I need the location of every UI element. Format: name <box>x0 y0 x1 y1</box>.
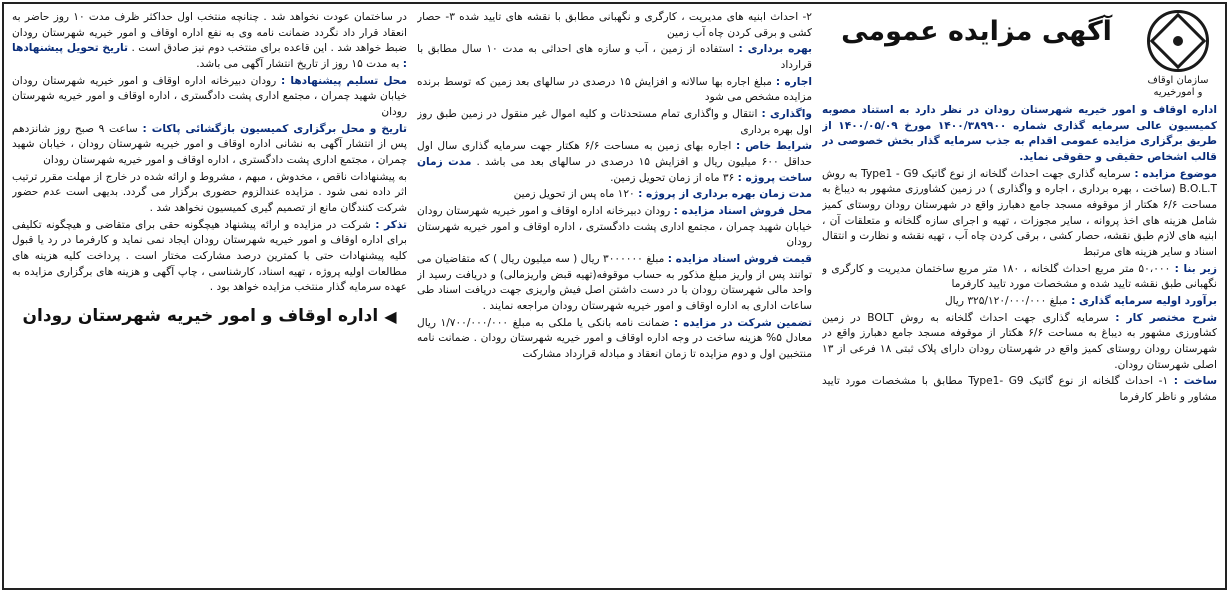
column-middle <box>417 10 812 582</box>
opening: تاریخ و محل برگزاری کمیسیون بازگشائی پاکات : ساعت ۹ صبح روز شانزدهم پس از انتشار آگهی به نشانی اداره اوقاف و امور خیریه شهرستان رودان ، خیابان شهید چمران ، مجتمع اداری پشت دادگستری ، اداره اوقاف و امور خیریه شهرستان رودان <box>12 122 407 167</box>
special-terms: شرایط خاص : اجاره بهای زمین به مساحت ۶/۶ هکتار جهت سرمایه گذاری سال اول حداقل ۶۰۰ میلیون ریال و افزایش ۱۵ درصدی در سالهای بعد می باشد . مدت زمان ساخت پروژه : ۳۶ ماه از زمان تحویل زمین. <box>417 140 812 184</box>
note: تذکر : شرکت در مزایده و ارائه پیشنهاد هیچگونه حقی برای متقاضی و هیچگونه تکلیفی برای اداره اوقاف و امور خیریه شهرستان رودان ایجاد نمی نماید و کارفرما در رد یا قبول کلیه پیشنهادات حتی با کمترین درصد مشارکت مختار است . پرداخت کلیه هزینه های مطالعات اولیه پروژه ، تهیه اسناد، کارشناسی ، چاپ آگهی و هزینه های برگزاری مزایده به عهده سرمایه گذار منتخب مزایده خواهد بود . <box>12 218 407 294</box>
org-name <box>1148 75 1209 99</box>
guarantee-cont: در ساختمان عودت نخواهد شد . چنانچه منتخب اول حداکثر ظرف مدت ۱۰ روز حاضر به انعقاد قرار داد نگردد ضمانت نامه وی به نفع اداره اوقاف و امور خیریه شهرستان رودان ضبط خواهد شد . این قاعده برای منتخب دوم نیز صادق است . تاریخ تحویل پیشنهادها : به مدت ۱۵ روز از تاریخ انتشار آگهی می باشد. <box>12 11 407 71</box>
doc-sale: محل فروش اسناد مزایده : رودان دبیرخانه اداره اوقاف و امور خیریه شهرستان رودان خیابان شهید چمران ، مجتمع اداری پشت دادگستری ، اداره اوقاف و امور خیریه شهرستان رودان <box>417 205 812 249</box>
logo-emblem-icon <box>1147 10 1209 72</box>
subject: موضوع مزایده : سرمایه گذاری جهت احداث گلخانه از نوع گاتیک Type1 - G9 به روش B.O.L.T (ساخت ، بهره برداری ، اجاره و واگذاری ) در زمین کشاورزی مشهور به دیباغ به مساحت ۶/۶ هکتار از موقوفه مسجد جامع دهبارز واقع در شهرستان رودان روستای کمیز شامل هزینه های اخذ پروانه ، سایر مجوزات ، تهیه و اجرای سازه گلخانه و متعلقات آن ، ابنیه های لازم طبق نقشه، حصار کشی ، برقی کردن چاه آب ، تهیه نقشه و نظارت و انتقال اسناد و سایر هزینه های مرتبط <box>822 167 1217 259</box>
rent: اجاره : مبلغ اجاره بها سالانه و افزایش ۱۵ درصدی در سالهای بعد زمین که توسط برنده مزایده مشخص می شود <box>417 75 812 104</box>
operation: بهره برداری : استفاده از زمین ، آب و سازه های احداثی به مدت ۱۰ سال مطابق با قرارداد <box>417 43 812 72</box>
signature <box>12 304 407 329</box>
arrow-left-icon: ◀ <box>384 306 397 326</box>
estimate: برآورد اولیه سرمایه گذاری : مبلغ ۳۲۵/۱۲۰/۰۰۰/۰۰۰ ریال <box>944 295 1217 308</box>
column-right <box>822 10 1217 582</box>
org-name-line2: و امورخیریه <box>1153 87 1203 98</box>
transfer: واگذاری : انتقال و واگذاری تمام مستحدثات و کلیه اموال غیر منقول در زمین طبق روز اول بهره برداری <box>417 108 812 136</box>
operation-time: مدت زمان بهره برداری از پروژه : ۱۲۰ ماه پس از تحویل زمین <box>513 188 812 201</box>
build: ساخت : ۱- احداث گلخانه از نوع گاتیک Type1- G9 مطابق با مشخصات مورد تایید مشاور و ناظر کارفرما <box>822 375 1217 404</box>
summary: شرح مختصر کار : سرمایه گذاری جهت احداث گلخانه به روش BOLT در زمین کشاورزی مشهور به دیباغ به مساحت ۶/۶ هکتار از موقوفه مسجد جامع دهبارز واقع در شهرستان رودان روستای کمیز واقع در شهرستان رودان دارای پلاک ثبتی ۱۸ فرعی از ۱۳ اصلی شهرستان رودان. <box>822 311 1217 371</box>
submit-place: محل تسلیم پیشنهادها : رودان دبیرخانه اداره اوقاف و امور خیریه شهرستان رودان خیابان شهید چمران ، مجتمع اداری پشت دادگستری ، اداره اوقاف و امور خیریه شهرستان رودان <box>12 74 407 119</box>
conditions: به پیشنهادات ناقص ، مخدوش ، مبهم ، مشروط و ارائه شده در خارج از مهلت مقرر ترتیب اثر داده نمی شود . مزایده عندالزوم حضوری برگزار می گردد. بدیهی است عدم حضور شرکت کنندگان مانع از تصمیم گیری کمیسیون نخواهد شد . <box>12 170 407 215</box>
build-cont: ۲- احداث ابنیه های مدیریت ، کارگری و نگهبانی مطابق با نقشه های تایید شده ۳- حصار کشی و برقی کردن چاه آب زمین <box>417 11 812 39</box>
page-title: آگهی مزایده عمومی <box>841 16 1112 47</box>
intro: اداره اوقاف و امور خیریه شهرستان رودان در نظر دارد به استناد مصوبه کمیسیون عالی سرمایه گذاری شماره ۱۴۰۰/۳۸۹۹۰۰ مورخ ۱۴۰۰/۰۵/۰۹ از طریق برگزاری مزایده عمومی اقدام به جذب سرمایه گذار بخش خصوصی در قالب اشخاص حقیقی و حقوقی نماید. <box>822 104 1217 164</box>
doc-price: قیمت فروش اسناد مزایده : مبلغ ۳۰۰۰۰۰۰ ریال ( سه میلیون ریال ) که متقاضیان می توانند پس از واریز مبلغ مذکور به حساب موقوفه(تهیه قبض واریزمالی) و دریافت رسید از واحد مالی شهرستان رودان با در دست داشتن اصل فیش واریزی جهت دریافت اسناد طی ساعات اداری به اداره اوقاف و امور خیریه شهرستان رودان مراجعه نمایند . <box>417 253 812 313</box>
org-name-line1: سازمان اوقاف <box>1147 75 1209 86</box>
signature-text: اداره اوقاف و امور خیریه شهرستان رودان <box>22 306 379 327</box>
guarantee: تضمین شرکت در مزایده : ضمانت نامه بانکی یا ملکی به مبلغ ۱/۷۰۰/۰۰۰/۰۰۰ ریال معادل ۵% هزینه ساخت در وجه اداره اوقاف و امور خیریه شهرستان رودان . ضمانت نامه منتخبین اول و دوم مزایده تا زمان انعقاد و مبادله قرارداد مشارکت <box>417 316 812 361</box>
area: زیر بنا : ۵۰،۰۰۰ متر مربع احداث گلخانه ، ۱۸۰ متر مربع ساختمان مدیریت و کارگری و نگهبانی طبق نقشه تایید شده و مشخصات مورد تایید کارفرما <box>822 262 1217 291</box>
org-logo <box>1139 10 1217 99</box>
header <box>822 10 1217 99</box>
column-left <box>12 10 407 582</box>
notice-page <box>2 2 1227 590</box>
